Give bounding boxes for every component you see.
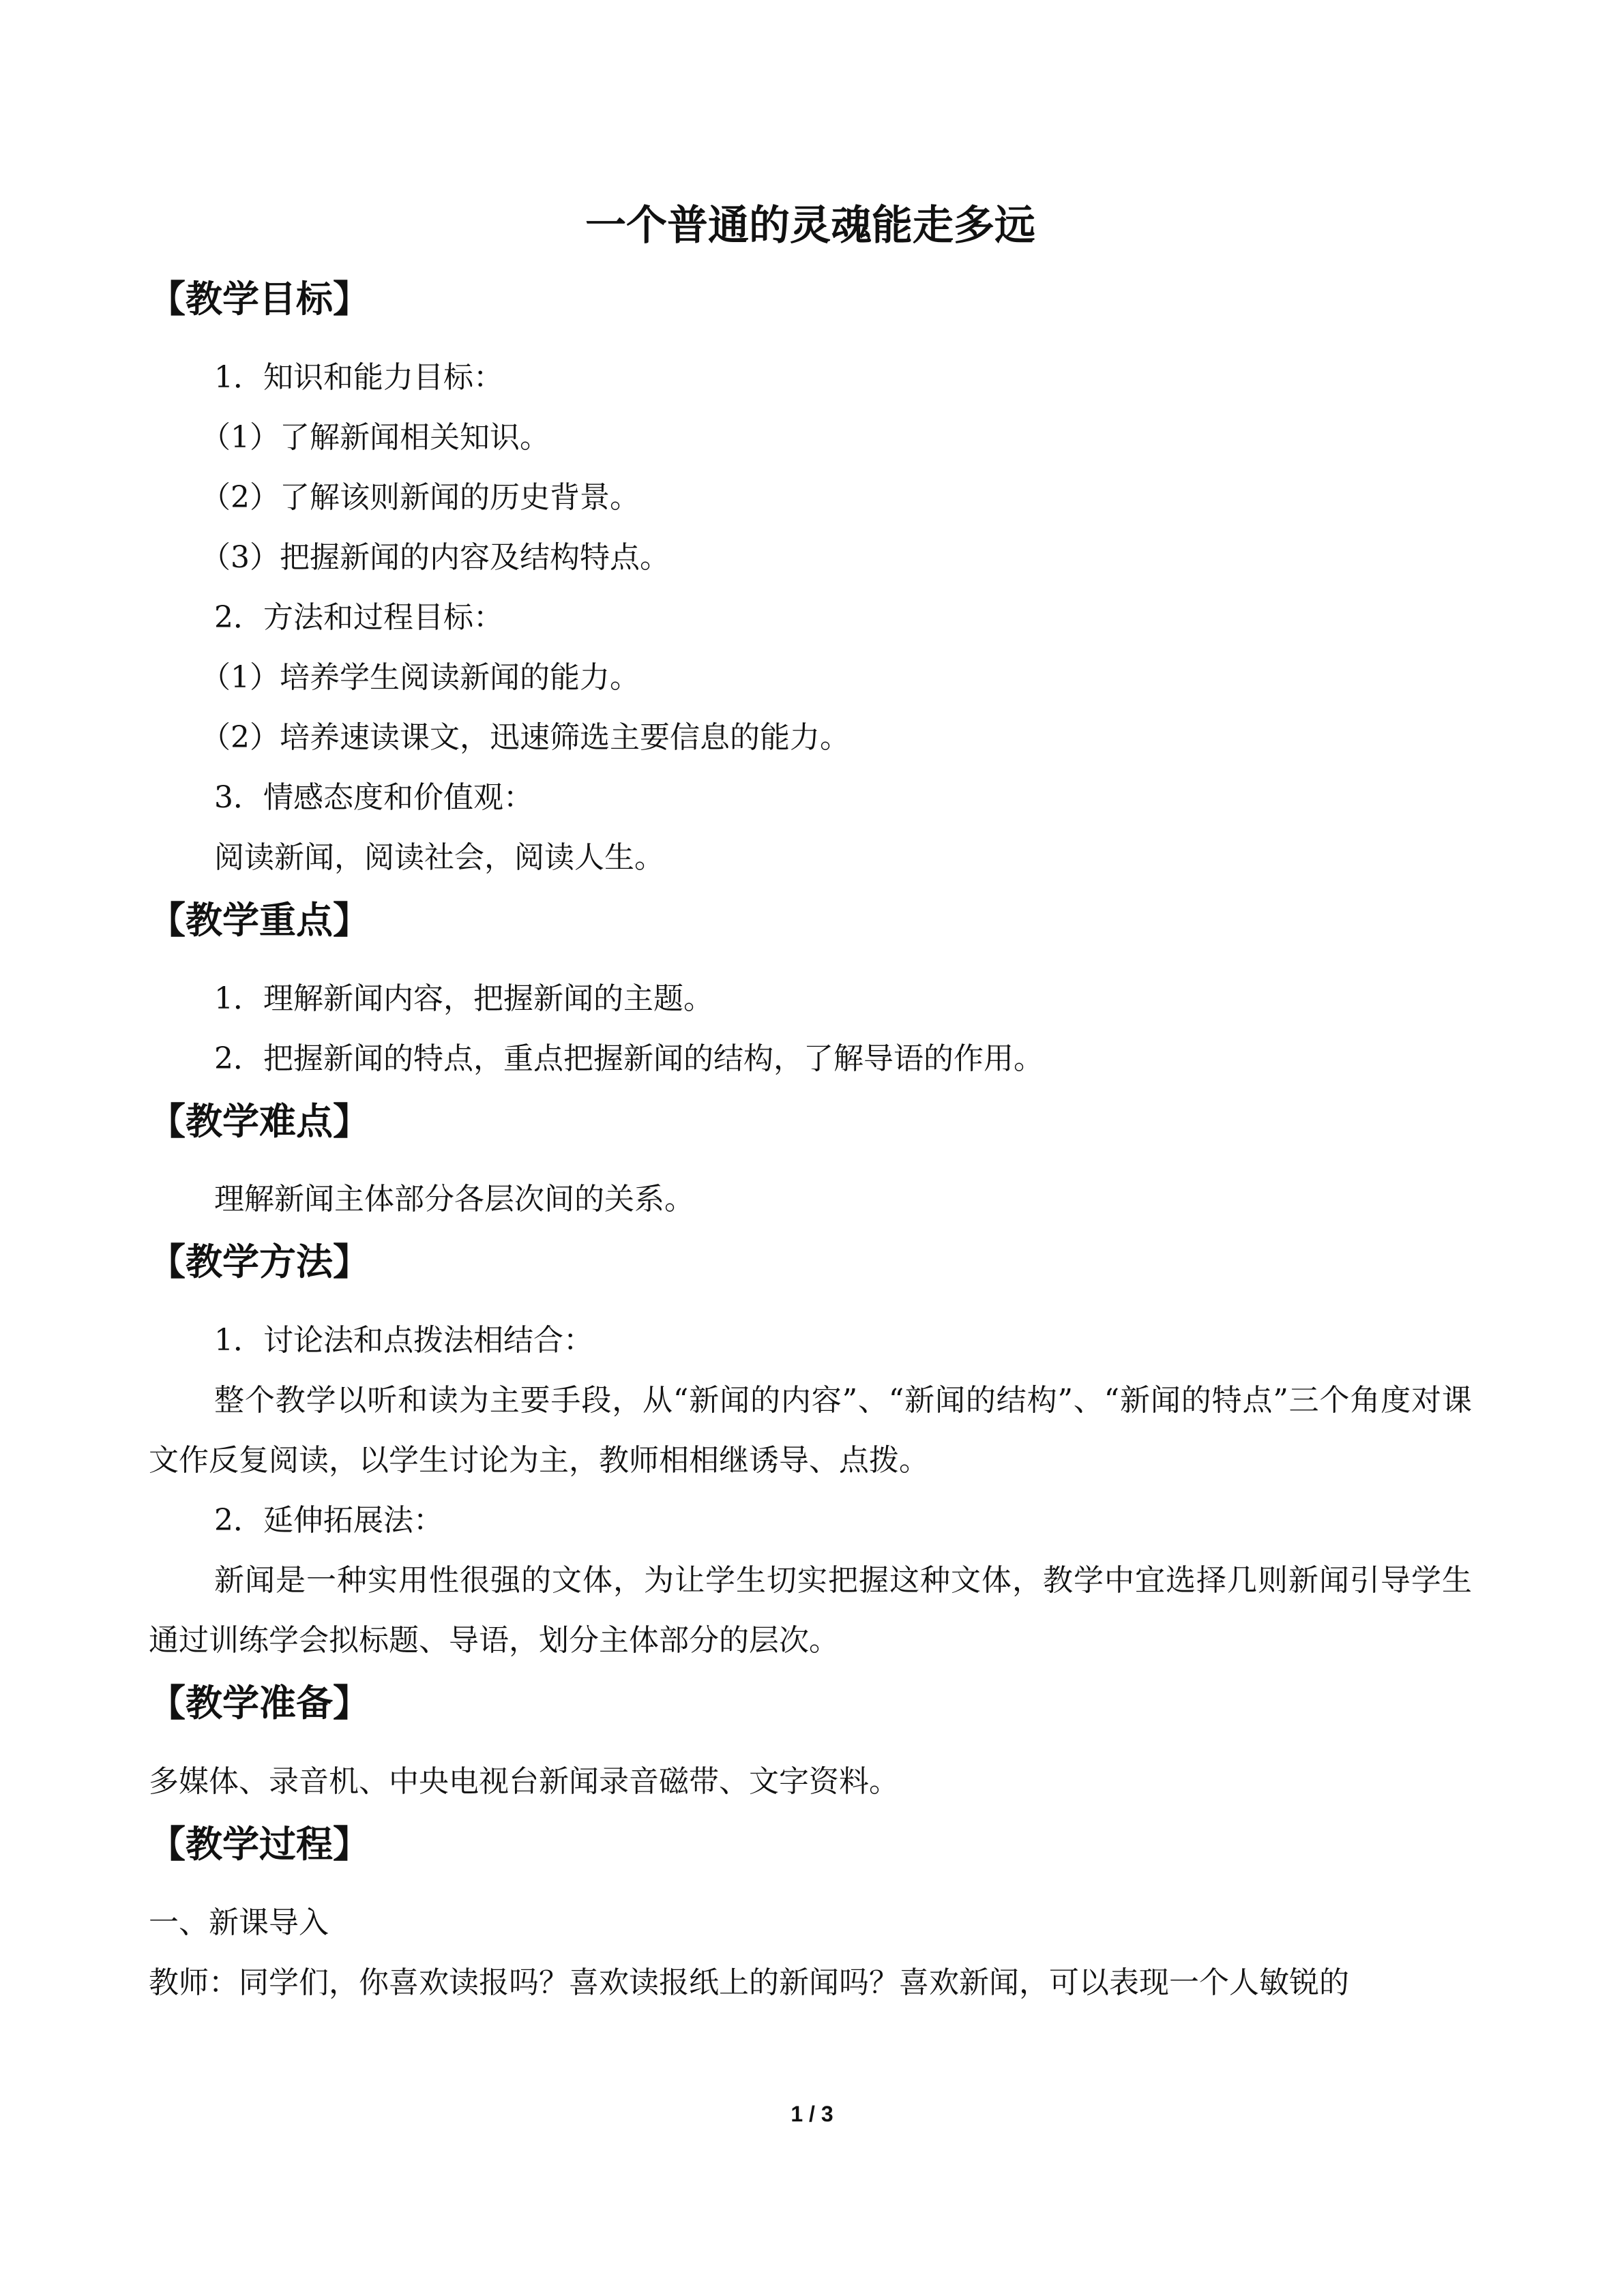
section-heading-difficulties: 【教学难点】 bbox=[149, 1099, 370, 1143]
objective-line: 3．情感态度和价值观： bbox=[214, 779, 533, 815]
key-point-line: 1．理解新闻内容，把握新闻的主题。 bbox=[214, 981, 713, 1016]
key-point-line: 2．把握新闻的特点，重点把握新闻的结构，了解导语的作用。 bbox=[214, 1041, 1044, 1076]
method-paragraph: 新闻是一种实用性很强的文体，为让学生切实把握这种文体，教学中宜选择几则新闻引导学生通过训练学会拟标题、导语，划分主体部分的层次。 bbox=[149, 1563, 1472, 1658]
section-heading-preparation: 【教学准备】 bbox=[149, 1682, 370, 1725]
objective-line: （2）培养速读课文，迅速筛选主要信息的能力。 bbox=[201, 719, 850, 755]
preparation-line: 多媒体、录音机、中央电视台新闻录音磁带、文字资料。 bbox=[149, 1763, 899, 1799]
objective-line: （1）培养学生阅读新闻的能力。 bbox=[201, 659, 640, 695]
objective-line: 阅读新闻，阅读社会，阅读人生。 bbox=[214, 839, 664, 875]
process-subheading: 一、新课导入 bbox=[149, 1905, 329, 1940]
objective-line: （3）把握新闻的内容及结构特点。 bbox=[201, 539, 670, 575]
objective-line: （1）了解新闻相关知识。 bbox=[201, 419, 550, 455]
section-heading-process: 【教学过程】 bbox=[149, 1822, 370, 1866]
objective-line: 1．知识和能力目标： bbox=[214, 359, 503, 395]
method-line: 1．讨论法和点拨法相结合： bbox=[214, 1323, 593, 1358]
difficulty-line: 理解新闻主体部分各层次间的关系。 bbox=[214, 1182, 694, 1217]
page-title: 一个普通的灵魂能走多远 bbox=[585, 202, 1035, 250]
objective-line: （2）了解该则新闻的历史背景。 bbox=[201, 479, 640, 515]
objective-line: 2．方法和过程目标： bbox=[214, 599, 503, 635]
section-heading-methods: 【教学方法】 bbox=[149, 1240, 370, 1284]
section-heading-key-points: 【教学重点】 bbox=[149, 898, 370, 942]
process-paragraph: 教师：同学们，你喜欢读报吗？喜欢读报纸上的新闻吗？喜欢新闻，可以表现一个人敏锐的 bbox=[149, 1965, 1349, 2000]
method-paragraph: 整个教学以听和读为主要手段，从“新闻的内容”、“新闻的结构”、“新闻的特点”三个角度对课文作反复阅读，以学生讨论为主，教师相相继诱导、点拨。 bbox=[149, 1383, 1472, 1478]
method-line: 2．延伸拓展法： bbox=[214, 1503, 443, 1538]
section-heading-objectives: 【教学目标】 bbox=[149, 278, 370, 320]
page-number: 1 / 3 bbox=[791, 2102, 833, 2126]
document-content bbox=[149, 201, 1472, 2013]
